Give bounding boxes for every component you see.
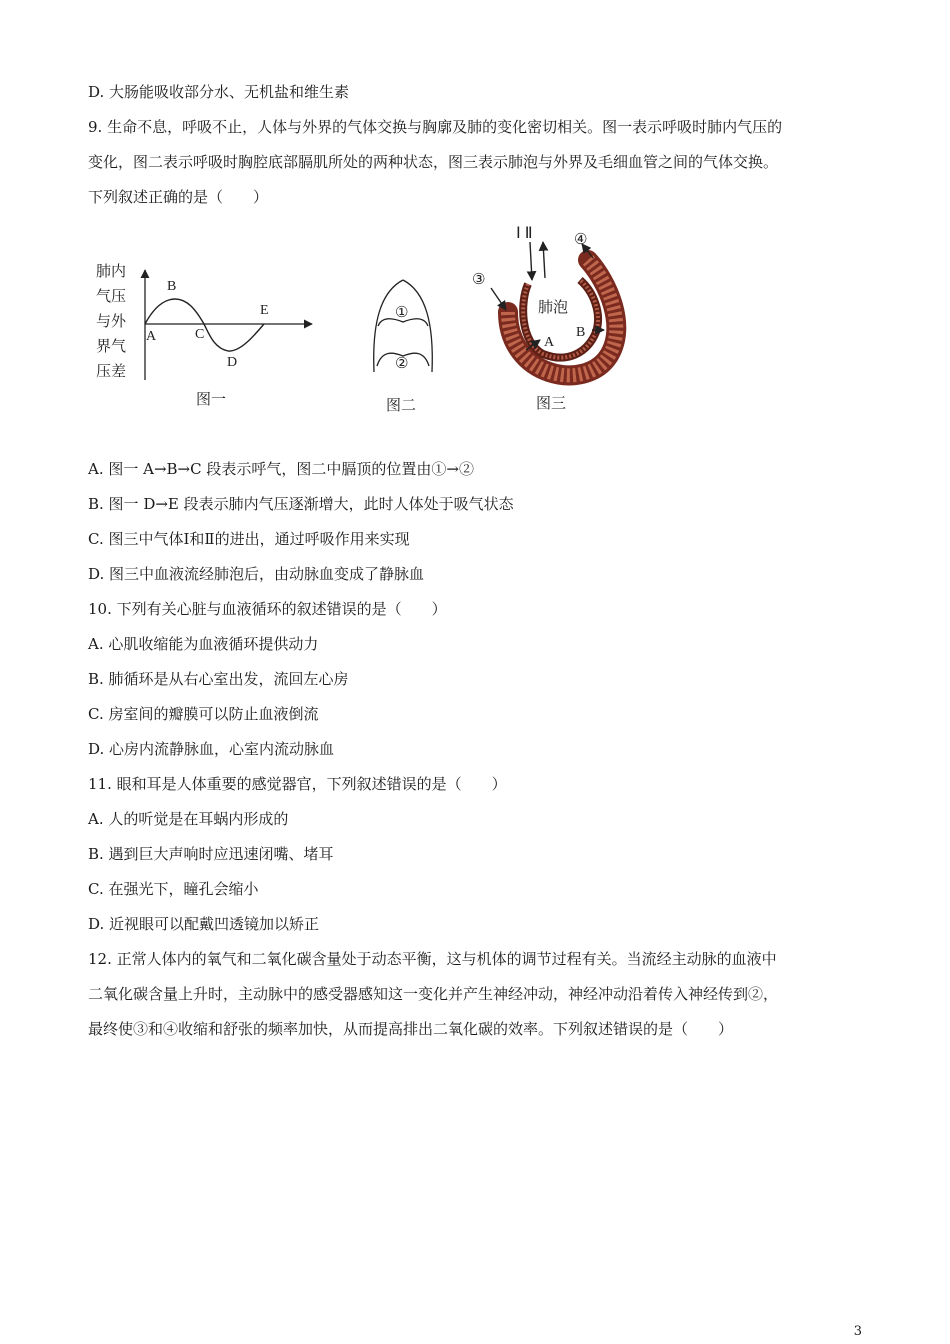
q10-stem: 10. 下列有关心脏与血液循环的叙述错误的是（ ） <box>88 600 447 618</box>
q9-option-c: C. 图三中气体Ⅰ和Ⅱ的进出，通过呼吸作用来实现 <box>88 530 410 548</box>
fig3-inflow-arrow <box>491 288 506 310</box>
fig3-marker-4: ④ <box>574 230 588 248</box>
q9-stem-line-3: 下列叙述正确的是（ ） <box>88 188 269 206</box>
fig1-point-a: A <box>146 329 157 344</box>
fig1-point-b: B <box>167 279 177 294</box>
figure-1-pressure-graph <box>96 262 312 408</box>
fig1-ylabel-4: 界气 <box>96 337 127 355</box>
fig3-gases-label: Ⅰ Ⅱ <box>516 225 533 242</box>
figure-2-diaphragm <box>374 280 433 414</box>
q9-figures <box>88 222 648 422</box>
fig1-ylabel-3: 与外 <box>96 312 127 330</box>
q12-stem-line-3: 最终使③和④收缩和舒张的频率加快，从而提高排出二氧化碳的效率。下列叙述错误的是（ ） <box>88 1020 734 1038</box>
q10-option-d: D. 心房内流静脉血，心室内流动脉血 <box>88 740 335 758</box>
figure-3-alveolus <box>472 225 616 412</box>
q10-option-c: C. 房室间的瓣膜可以防止血液倒流 <box>88 705 319 723</box>
q9-option-a: A. 图一 A→B→C 段表示呼气，图二中膈顶的位置由①→② <box>88 460 474 478</box>
q11-option-d: D. 近视眼可以配戴凹透镜加以矫正 <box>88 915 320 933</box>
q8-option-d: D. 大肠能吸收部分水、无机盐和维生素 <box>88 83 350 101</box>
fig3-gas-in-arrow <box>530 242 532 280</box>
q9-stem-line-2: 变化，图二表示呼吸时胸腔底部膈肌所处的两种状态，图三表示肺泡与外界及毛细血管之间的气体交换。 <box>88 153 779 171</box>
fig3-point-b: B <box>576 325 586 340</box>
q9-option-b: B. 图一 D→E 段表示肺内气压逐渐增大，此时人体处于吸气状态 <box>88 495 514 513</box>
q9-stem-line-1: 9. 生命不息，呼吸不止，人体与外界的气体交换与胸廓及肺的变化密切相关。图一表示呼吸时肺内气压的 <box>88 118 783 136</box>
fig3-alveolus-label: 肺泡 <box>538 298 569 316</box>
fig1-point-c: C <box>195 327 205 342</box>
fig1-ylabel-2: 气压 <box>96 287 127 305</box>
fig3-marker-3: ③ <box>472 270 486 288</box>
fig1-pressure-curve <box>145 299 264 351</box>
q11-stem: 11. 眼和耳是人体重要的感觉器官，下列叙述错误的是（ ） <box>88 775 507 793</box>
q11-option-b: B. 遇到巨大声响时应迅速闭嘴、堵耳 <box>88 845 334 863</box>
fig3-gas-out-arrow <box>543 242 545 278</box>
fig3-caption: 图三 <box>536 394 567 412</box>
fig2-marker-1: ① <box>395 303 409 321</box>
q9-option-d: D. 图三中血液流经肺泡后，由动脉血变成了静脉血 <box>88 565 425 583</box>
q12-stem-line-1: 12. 正常人体内的氧气和二氧化碳含量处于动态平衡，这与机体的调节过程有关。当流经主动脉的血液中 <box>88 950 777 968</box>
fig1-ylabel-5: 压差 <box>96 362 127 380</box>
q10-option-b: B. 肺循环是从右心室出发，流回左心房 <box>88 670 349 688</box>
q12-stem-line-2: 二氧化碳含量上升时，主动脉中的感受器感知这一变化并产生神经冲动，神经冲动沿着传入神经传到②， <box>88 985 779 1003</box>
page-number: 3 <box>853 1324 862 1339</box>
q11-option-a: A. 人的听觉是在耳蜗内形成的 <box>88 810 289 828</box>
fig1-ylabel-1: 肺内 <box>96 262 127 280</box>
q10-option-a: A. 心肌收缩能为血液循环提供动力 <box>88 635 319 653</box>
fig1-point-d: D <box>227 355 238 370</box>
q11-option-c: C. 在强光下，瞳孔会缩小 <box>88 880 259 898</box>
fig1-point-e: E <box>260 303 269 318</box>
fig1-caption: 图一 <box>196 390 227 408</box>
fig2-marker-2: ② <box>395 354 409 372</box>
fig3-point-a: A <box>544 335 555 350</box>
fig2-caption: 图二 <box>386 396 417 414</box>
